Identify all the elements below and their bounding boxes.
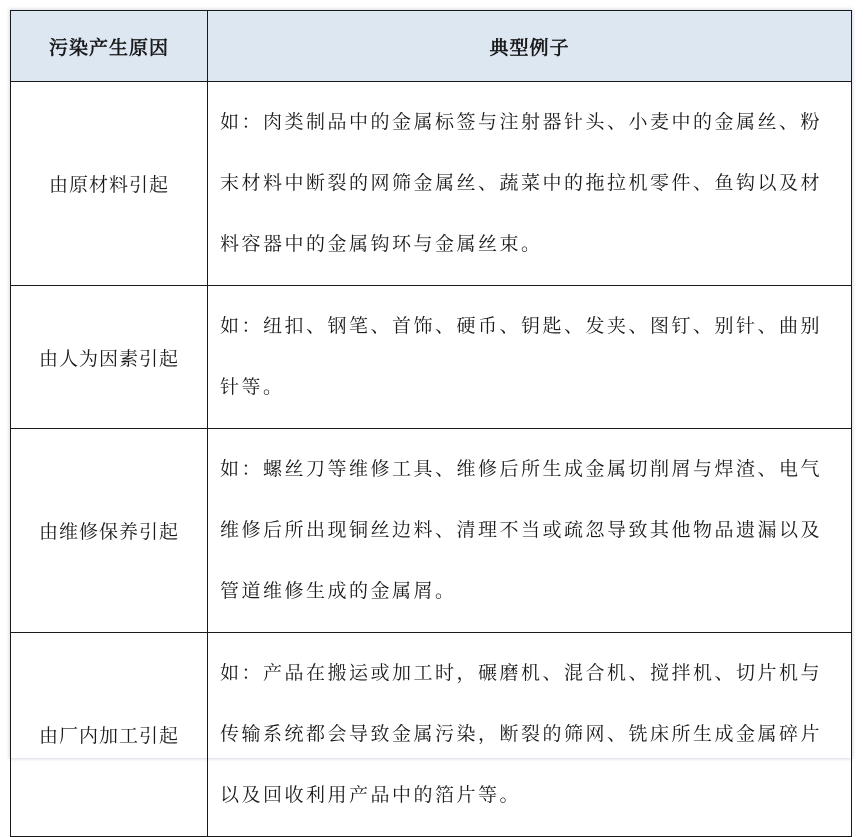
cause-cell: 由厂内加工引起	[11, 633, 208, 837]
cause-cell: 由原材料引起	[11, 82, 208, 286]
cause-cell: 由维修保养引起	[11, 429, 208, 633]
example-cell: 如：纽扣、钢笔、首饰、硬币、钥匙、发夹、图钉、别针、曲别针等。	[208, 286, 852, 429]
header-cause: 污染产生原因	[11, 11, 208, 82]
table-row	[11, 633, 852, 837]
example-cell: 如：产品在搬运或加工时，碾磨机、混合机、搅拌机、切片机与传输系统都会导致金属污染，断裂的筛网、铣床所生成金属碎片以及回收利用产品中的箔片等。	[208, 633, 852, 837]
contamination-table-frame	[10, 10, 852, 806]
example-cell: 如：肉类制品中的金属标签与注射器针头、小麦中的金属丝、粉末材料中断裂的网筛金属丝、蔬菜中的拖拉机零件、鱼钩以及材料容器中的金属钩环与金属丝束。	[208, 82, 852, 286]
contamination-table	[10, 10, 852, 837]
header-example: 典型例子	[208, 11, 852, 82]
table-header-row	[11, 11, 852, 82]
cause-cell: 由人为因素引起	[11, 286, 208, 429]
table-row	[11, 82, 852, 286]
example-cell: 如：螺丝刀等维修工具、维修后所生成金属切削屑与焊渣、电气维修后所出现铜丝边料、清理不当或疏忽导致其他物品遗漏以及管道维修生成的金属屑。	[208, 429, 852, 633]
table-row	[11, 429, 852, 633]
table-row	[11, 286, 852, 429]
